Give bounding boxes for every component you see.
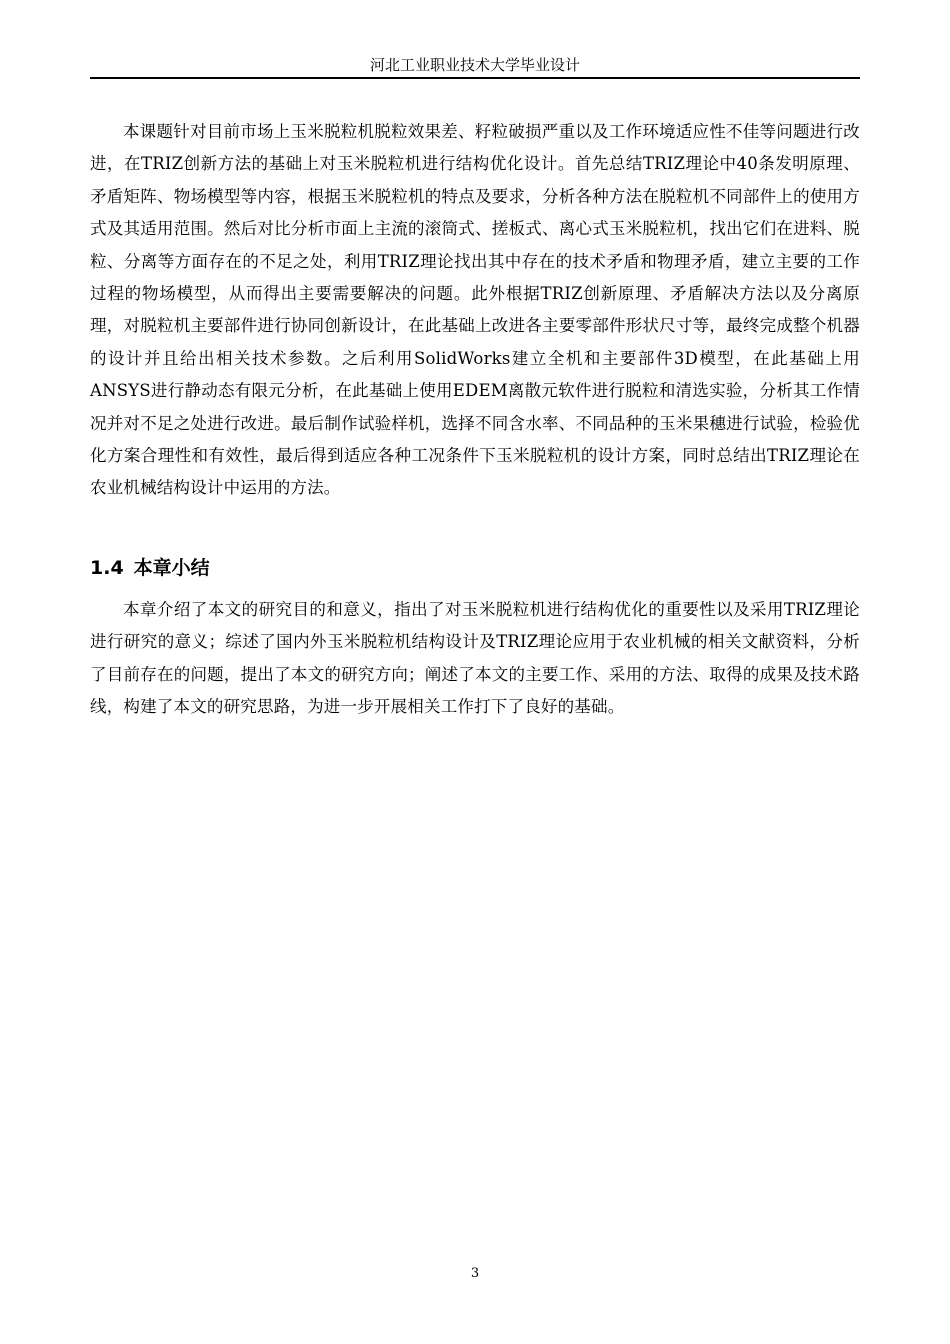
header-title: 河北工业职业技术大学毕业设计 — [369, 56, 580, 74]
section-heading — [90, 553, 860, 583]
section-title: 本章小结 — [133, 557, 210, 579]
body-paragraph-2: 本章介绍了本文的研究目的和意义，指出了对玉米脱粒机进行结构优化的重要性以及采用TRIZ理论进行研究的意义；综述了国内外玉米脱粒机结构设计及TRIZ理论应用于农业机械的相关文献资料，分析了目前存在的问题，提出了本文的研究方向；阐述了本文的主要工作、采用的方法、取得的成果及技术路线，构建了本文的研究思路，为进一步开展相关工作打下了良好的基础。 — [90, 600, 860, 717]
page-header — [90, 56, 860, 79]
section-number: 1.4 — [90, 557, 124, 579]
body-paragraph-1: 本课题针对目前市场上玉米脱粒机脱粒效果差、籽粒破损严重以及工作环境适应性不佳等问题进行改进，在TRIZ创新方法的基础上对玉米脱粒机进行结构优化设计。首先总结TRIZ理论中40条发明原理、矛盾矩阵、物场模型等内容，根据玉米脱粒机的特点及要求，分析各种方法在脱粒机不同部件上的使用方式及其适用范围。然后对比分析市面上主流的滚筒式、搓板式、离心式玉米脱粒机，找出它们在进料、脱粒、分离等方面存在的不足之处，利用TRIZ理论找出其中存在的技术矛盾和物理矛盾，建立主要的工作过程的物场模型，从而得出主要需要解决的问题。此外根据TRIZ创新原理、矛盾解决方法以及分离原理，对脱粒机主要部件进行协同创新设计，在此基础上改进各主要零部件形状尺寸等，最终完成整个机器的设计并且给出相关技术参数。之后利用SolidWorks建立全机和主要部件3D模型，在此基础上用ANSYS进行静动态有限元分析，在此基础上使用EDEM离散元软件进行脱粒和清选实验，分析其工作情况并对不足之处进行改进。最后制作试验样机，选择不同含水率、不同品种的玉米果穗进行试验，检验优化方案合理性和有效性，最后得到适应各种工况条件下玉米脱粒机的设计方案，同时总结出TRIZ理论在农业机械结构设计中运用的方法。 — [90, 122, 860, 498]
page-number: 3 — [470, 1266, 480, 1281]
